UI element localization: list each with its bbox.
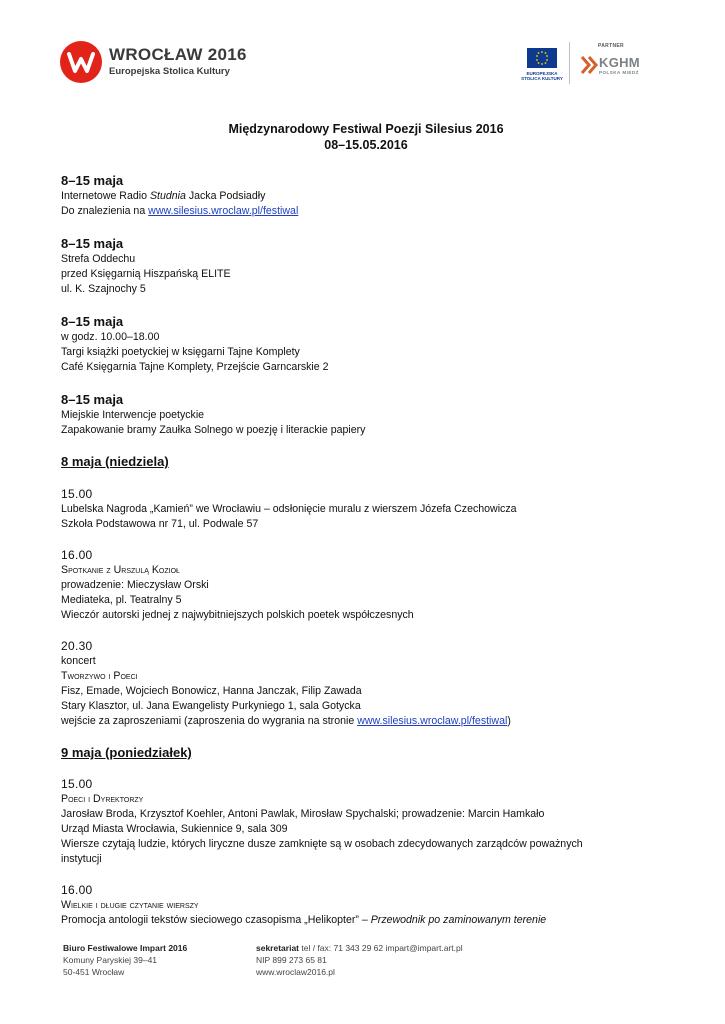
event-time: 15.00 [61,487,93,501]
block-line [61,189,671,204]
block-heading: 8–15 maja [61,314,124,329]
event-time: 15.00 [61,777,93,791]
block-heading: 8–15 maja [61,236,124,251]
block-line: w godz. 10.00–18.00 [61,331,160,343]
event-time: 16.00 [61,883,93,897]
footer-phone-line [256,942,463,954]
event-title: Wielkie i długie czytanie wierszy [61,899,199,911]
event-line: Wiersze czytają ludzie, których liryczne dusze zamknięte są w osobach zdecydowanych zarządców poważnych [61,838,583,850]
block-line: Strefa Oddechu [61,253,136,265]
block-line: ul. K. Szajnochy 5 [61,283,146,295]
text-fragment: Promocja antologii tekstów sieciowego czasopisma „Helikopter” – [61,914,371,926]
italic-title: Przewodnik po zaminowanym terenie [370,914,547,926]
partner-label: PARTNER [598,43,624,49]
eu-label-line2: STOLICA KULTURY [521,76,563,81]
event-time: 20.30 [61,639,93,653]
event-line: Wieczór autorski jednej z najwybitniejszych polskich poetek współczesnych [61,609,414,621]
footer-street: Komuny Paryskiej 39–41 [63,955,158,965]
block-line: Targi książki poetyckiej w księgarni Tajne Komplety [61,346,300,358]
event-block [61,547,671,623]
footer-website: www.wroclaw2016.pl [256,967,335,977]
eu-flag-icon [527,48,557,68]
event-title: Tworzywo i Poeci [61,670,138,682]
text-fragment: Jacka Podsiadły [185,190,266,202]
partner-name: KGHM [599,55,640,70]
event-block [61,776,671,867]
event-block [61,486,671,532]
event-pre: koncert [61,655,96,667]
header-divider [569,42,570,84]
event-line [61,714,671,729]
event-line: Mediateka, pl. Teatralny 5 [61,594,182,606]
festival-link[interactable]: www.silesius.wroclaw.pl/festiwal [148,205,299,217]
document-body [61,121,671,928]
program-block [61,391,671,438]
footer-secretariat-label: sekretariat [256,943,300,953]
partner-subtitle: POLSKA MIEDŹ [599,70,639,75]
event-line: instytucji [61,853,102,865]
document-dates: 08–15.05.2016 [324,138,408,152]
festival-link[interactable]: www.silesius.wroclaw.pl/festiwal [357,715,508,727]
event-line: prowadzenie: Mieczysław Orski [61,579,209,591]
block-heading: 8–15 maja [61,173,124,188]
event-line [61,913,671,928]
eu-label [518,71,566,81]
event-block [61,882,671,928]
block-heading: 8–15 maja [61,392,124,407]
day-heading: 8 maja (niedziela) [61,454,169,469]
brand-block [109,46,247,79]
block-line: Miejskie Interwencje poetyckie [61,409,205,421]
event-title: Spotkanie z Urszulą Kozioł [61,564,180,576]
brand-title: WROCŁAW 2016 [109,45,247,64]
block-line: Café Księgarnia Tajne Komplety, Przejście Garncarskie 2 [61,361,329,373]
block-line: przed Księgarnią Hiszpańską ELITE [61,268,231,280]
footer-city: 50-451 Wrocław [63,967,125,977]
event-line: Urząd Miasta Wrocławia, Sukiennice 9, sala 309 [61,823,288,835]
program-block [61,313,671,375]
block-line [61,204,671,219]
text-fragment: wejście za zaproszeniami (zaproszenia do wygrania na stronie [61,715,358,727]
event-title: Poeci i Dyrektorzy [61,793,144,805]
footer-contact [256,942,463,978]
footer-org: Biuro Festiwalowe Impart 2016 [63,943,188,953]
event-line: Fisz, Emade, Wojciech Bonowicz, Hanna Janczak, Filip Zawada [61,685,362,697]
footer-nip: NIP 899 273 65 81 [256,955,327,965]
text-fragment: Do znalezienia na [61,205,149,217]
eu-label-line1: EUROPEJSKA [526,71,558,76]
brand-subtitle: Europejska Stolica Kultury [109,66,230,77]
letterhead [0,0,725,100]
event-line: Jarosław Broda, Krzysztof Koehler, Antoni Pawlak, Mirosław Spychalski; prowadzenie: Marcin Hamkało [61,808,545,820]
program-block [61,235,671,297]
kghm-logo-icon [580,55,598,75]
footer-phone: tel / fax: 71 343 29 62 impart@impart.art.pl [299,943,463,953]
text-fragment: Internetowe Radio [61,190,150,202]
text-fragment: ) [507,715,511,727]
block-line: Zapakowanie bramy Zaułka Solnego w poezję i literackie papiery [61,424,366,436]
program-block [61,172,671,219]
wroclaw-2016-logo-icon [60,41,102,83]
day-heading: 9 maja (poniedziałek) [61,745,192,760]
event-line: Stary Klasztor, ul. Jana Ewangelisty Purkyniego 1, sala Gotycka [61,700,361,712]
document-title: Międzynarodowy Festiwal Poezji Silesius 2016 [228,122,504,136]
page-footer [0,942,725,982]
footer-address [63,942,187,978]
event-line: Lubelska Nagroda „Kamień” we Wrocławiu – odsłonięcie muralu z wierszem Józefa Czechowicza [61,503,517,515]
event-line: Szkoła Podstawowa nr 71, ul. Podwale 57 [61,518,259,530]
italic-title: Studnia [149,190,186,202]
event-time: 16.00 [61,548,93,562]
event-block [61,638,671,729]
